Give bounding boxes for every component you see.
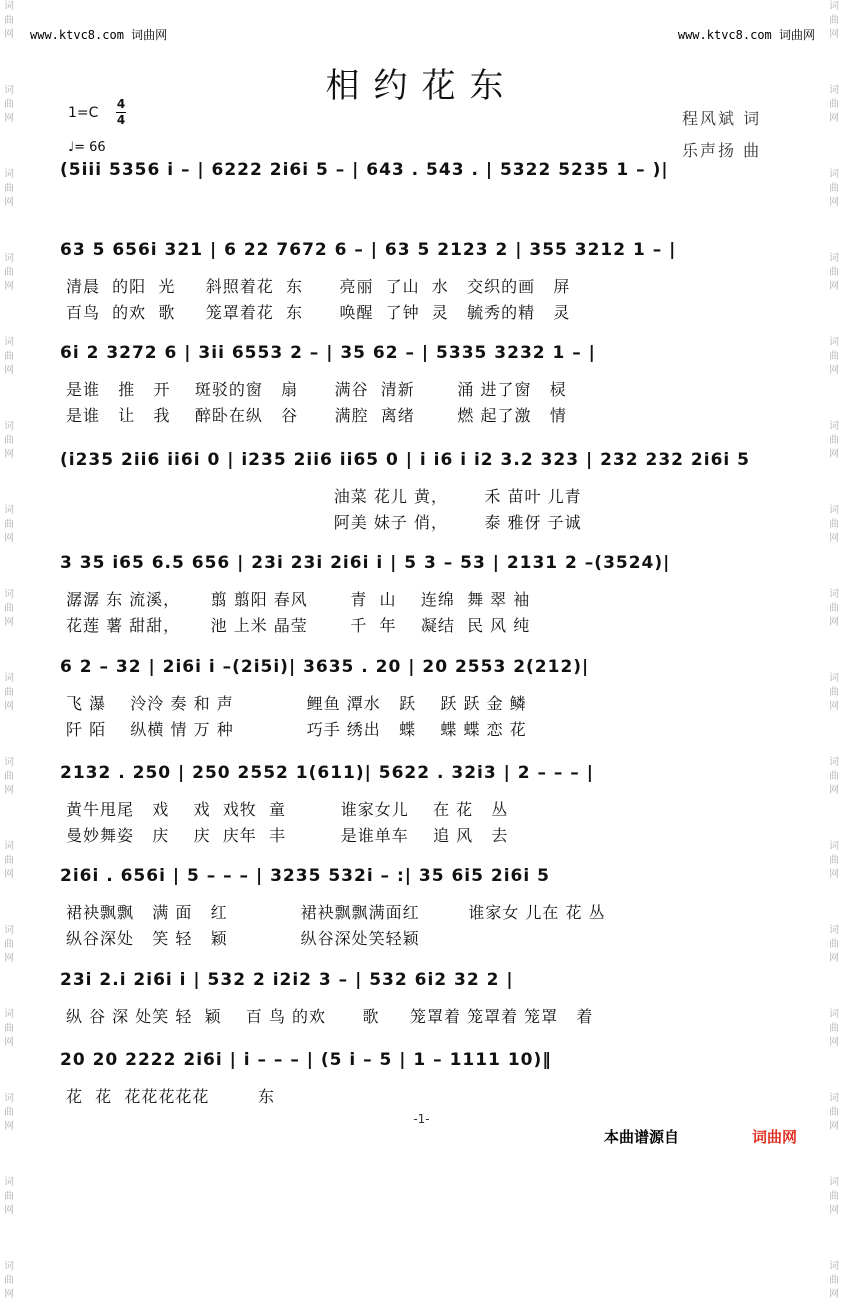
tempo-marking: ♩= 66 bbox=[68, 140, 106, 155]
lyric-line-2: 阡 陌 纵横 情 万 种 巧手 绣出 蝶 蝶 蝶 恋 花 bbox=[66, 720, 527, 739]
lyric-line-2: 纵谷深处 笑 轻 颖 纵谷深处笑轻颖 bbox=[66, 929, 420, 948]
source-label: 本曲谱源自 bbox=[604, 1128, 680, 1146]
lyric-line-2: 是谁 让 我 醉卧在纵 谷 满腔 离绪 燃 起了激 情 bbox=[66, 406, 567, 425]
song-title: 相约花东 bbox=[325, 66, 518, 106]
lyric-line-2: 百鸟 的欢 歌 笼罩着花 东 唤醒 了钟 灵 毓秀的精 灵 bbox=[66, 303, 571, 322]
notation-line: (5iii 5356 i – | 6222 2i6i 5 – | 643 . 543 . | 5322 5235 1 – )| bbox=[60, 160, 669, 180]
lyric-line-2: 阿美 妹子 俏， 泰 雅伢 子诚 bbox=[66, 513, 582, 532]
lyric-line-2: 花莲 薯 甜甜， 池 上米 晶莹 千 年 凝结 民 风 纯 bbox=[66, 616, 531, 635]
side-watermark-right: 词 曲 网 词 曲 网 词 曲 网 词 曲 网 词 曲 网 词 曲 网 词 曲 网 词 曲 网 词 曲 网 词 曲 网 词 曲 网 词 曲 网 词 曲 网 词 曲 网 词 曲 网 词 曲 网 bbox=[829, 1, 839, 1300]
lyricist-credit: 程风斌 词 bbox=[682, 109, 762, 128]
lyric-line-1: 油菜 花儿 黄， 禾 苗叶 儿青 bbox=[66, 487, 582, 506]
side-watermark-left: 词 曲 网 词 曲 网 词 曲 网 词 曲 网 词 曲 网 词 曲 网 词 曲 网 词 曲 网 词 曲 网 词 曲 网 词 曲 网 词 曲 网 词 曲 网 词 曲 网 词 曲 网 词 曲 网 bbox=[4, 1, 14, 1300]
lyric-line-1: 纵 谷 深 处笑 轻 颖 百 鸟 的欢 歌 笼罩着 笼罩着 笼罩 着 bbox=[66, 1007, 594, 1026]
time-signature-top: 4 bbox=[116, 97, 126, 111]
notation-line: 23i 2.i 2i6i i | 532 2 i2i2 3 – | 532 6i2 32 2 | bbox=[60, 970, 514, 990]
key-signature: 1=C bbox=[68, 105, 99, 121]
lyric-line-1: 花 花 花花花花花 东 bbox=[66, 1087, 276, 1106]
site-watermark-right: www.ktvc8.com 词曲网 bbox=[677, 28, 815, 42]
lyric-line-1: 飞 瀑 泠泠 奏 和 声 鲤鱼 潭水 跃 跃 跃 金 鳞 bbox=[66, 694, 527, 713]
lyric-line-1: 是谁 推 开 斑驳的窗 扇 满谷 清新 涌 进了窗 棂 bbox=[66, 380, 567, 399]
page-number: -1- bbox=[413, 1112, 430, 1126]
time-signature-bottom: 4 bbox=[116, 113, 126, 127]
composer-credit: 乐声扬 曲 bbox=[682, 141, 762, 160]
notation-line: 2i6i . 656i | 5 – – – | 3235 532i – :| 35 6i5 2i6i 5 bbox=[60, 866, 550, 886]
notation-line: 63 5 656i 321 | 6 22 7672 6 – | 63 5 2123 2 | 355 3212 1 – | bbox=[60, 240, 677, 260]
site-watermark-left: www.ktvc8.com 词曲网 bbox=[30, 28, 168, 42]
brand-label: 词曲网 bbox=[752, 1128, 798, 1146]
notation-line: 6i 2 3272 6 | 3ii 6553 2 – | 35 62 – | 5335 3232 1 – | bbox=[60, 343, 596, 363]
notation-line: 6 2 – 32 | 2i6i i –(2i5i)| 3635 . 20 | 20 2553 2(212)| bbox=[60, 657, 590, 677]
notation-line: 2132 . 250 | 250 2552 1(611)| 5622 . 32i3 | 2 – – – | bbox=[60, 763, 594, 783]
notation-line: (i235 2ii6 ii6i 0 | i235 2ii6 ii65 0 | i i6 i i2 3.2 323 | 232 232 2i6i 5 bbox=[60, 450, 750, 470]
time-signature bbox=[116, 98, 126, 127]
lyric-line-1: 黄牛甩尾 戏 戏 戏牧 童 谁家女儿 在 花 丛 bbox=[66, 800, 509, 819]
lyric-line-2: 曼妙舞姿 庆 庆 庆年 丰 是谁单车 追 风 去 bbox=[66, 826, 509, 845]
lyric-line-1: 清晨 的阳 光 斜照着花 东 亮丽 了山 水 交织的画 屏 bbox=[66, 277, 571, 296]
notation-line: 20 20 2222 2i6i | i – – – | (5 i – 5 | 1 – 1111 10)‖ bbox=[60, 1050, 552, 1070]
notation-line: 3 35 i65 6.5 656 | 23i 23i 2i6i i | 5 3 – 53 | 2131 2 –(3524)| bbox=[60, 553, 671, 573]
lyric-line-1: 潺潺 东 流溪， 翦 翦阳 春风 青 山 连绵 舞 翠 袖 bbox=[66, 590, 531, 609]
lyric-line-1: 裙袂飘飘 满 面 红 裙袂飘飘满面红 谁家女 儿在 花 丛 bbox=[66, 903, 606, 922]
